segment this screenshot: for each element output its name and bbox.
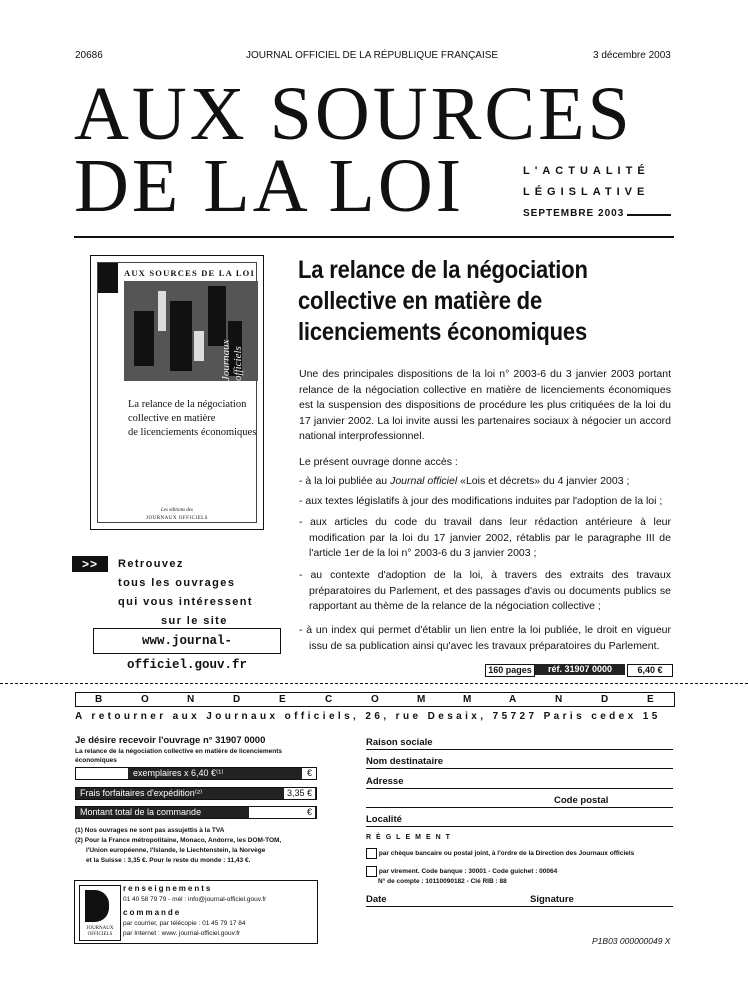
reference: réf. 31907 0000 (535, 664, 625, 675)
contact-box (74, 880, 318, 944)
article-intro: Une des principales dispositions de la loi n° 2003-6 du 3 janvier 2003 portant relance de la négociation collective en matière de licenciements économiques est la suspension des dispositions de procédure les plus critiquées de la loi du 17 janvier 2002. La loi invite aussi les partenaires sociaux à négocier un accord national interprofessionnel. (299, 368, 671, 443)
issue-date: 3 décembre 2003 (593, 50, 671, 61)
order-title-letter: D (233, 694, 241, 705)
transfer-checkbox[interactable] (366, 866, 377, 877)
company-name-field[interactable]: Raison sociale (366, 737, 673, 750)
date-signature-field[interactable]: Date Signature (366, 894, 673, 907)
bullet-1: - à la loi publiée au Journal officiel «Lois et décrets» du 4 janvier 2003 ; (299, 475, 630, 487)
masthead-tag-3: SEPTEMBRE 2003 (523, 208, 625, 219)
cover-publisher-1: Les éditions des (161, 508, 193, 513)
bullet-4: - au contexte d'adoption de la loi, à travers des extraits des travaux préparatoires du Parlement, et des passages d'avis ou documents publics se rapportant au thème de la relance de la négociation collective ; (299, 569, 671, 613)
bullet-2: - aux textes législatifs à jour des modifications induites par l'adoption de la loi ; (299, 495, 663, 507)
payment-heading: RÈGLEMENT (366, 834, 455, 841)
order-title-letter: M (417, 694, 426, 705)
order-title-letter: O (371, 694, 379, 705)
order-title-letter: C (325, 694, 333, 705)
info-line-1: 01 40 58 79 79 - mél : info@journal-officiel.gouv.fr (123, 896, 267, 903)
total-field[interactable]: Montant total de la commande € (75, 806, 317, 819)
order-form-title (75, 692, 675, 707)
order-code: P1B03 000000049 X (592, 936, 671, 946)
promo-line-1: Retrouvez (118, 558, 184, 570)
journal-title: JOURNAL OFFICIEL DE LA RÉPUBLIQUE FRANÇAISE (246, 50, 499, 61)
tag-rule (627, 214, 671, 216)
masthead-tag-1: L'ACTUALITÉ (523, 165, 650, 177)
cut-line (0, 683, 748, 684)
note-1: (1) Nos ouvrages ne sont pas assujettis à la TVA (75, 827, 225, 834)
order-title-letter: A (509, 694, 517, 705)
cover-publisher-2: JOURNAUX OFFICIELS (146, 516, 208, 521)
order-title-letter: O (141, 694, 149, 705)
pay-cheque-option[interactable]: par chèque bancaire ou postal joint, à l'ordre de la Direction des Journaux officiels (366, 848, 634, 859)
copies-field[interactable]: exemplaires x 6,40 €⁽¹⁾ € (75, 767, 317, 780)
cheque-checkbox[interactable] (366, 848, 377, 859)
article-headline: La relance de la négociation collective en matière de licenciements économiques (298, 256, 588, 346)
website-link[interactable]: www.journal-officiel.gouv.fr (93, 628, 281, 654)
order-title-letter: D (601, 694, 609, 705)
bullet-3: - aux articles du code du travail dans leur rédaction antérieure à leur modification par la loi du 17 janvier 2002, rétablis par le paragraphe III de l'article 1er de la loi n° 2003-6 du 3 janvier 2003 ; (299, 516, 671, 560)
note-2b: l'Union européenne, l'Islande, le Liechtenstein, la Norvège (86, 847, 266, 854)
city-field[interactable]: Localité (366, 814, 673, 827)
access-lead: Le présent ouvrage donne accès : (299, 456, 458, 468)
note-2c: et la Suisse : 3,35 €. Pour le reste du monde : 11,43 €. (86, 857, 251, 864)
info-line-3: par Internet : www. journal-officiel.gouv.fr (123, 930, 241, 937)
double-arrow-icon: >> (72, 556, 108, 572)
jo-logo-icon (85, 890, 109, 922)
cover-vertical-title: Journaux officiels (220, 339, 244, 381)
order-title-letter: E (647, 694, 654, 705)
masthead-line-2: DE LA LOI (74, 144, 465, 228)
masthead-rule (74, 236, 674, 238)
order-title-letter: E (279, 694, 286, 705)
postal-code-field[interactable]: Code postal (366, 795, 673, 808)
page-count: 160 pages (485, 664, 535, 677)
price: 6,40 € (627, 664, 673, 677)
order-title-letter: B (95, 694, 103, 705)
page-number: 20686 (75, 50, 103, 61)
order-title-letter: N (555, 694, 563, 705)
cover-illustration (124, 281, 258, 381)
order-title-letter: N (187, 694, 195, 705)
promo-line-2: tous les ouvrages (118, 577, 236, 589)
jo-logo: JOURNAUX OFFICIELS (79, 885, 121, 941)
address-field[interactable]: Adresse (366, 776, 673, 789)
promo-line-3: qui vous intéressent (118, 596, 253, 608)
cover-subtitle: La relance de la négociation collective en matière de licenciements économiques (128, 399, 257, 438)
note-2a: (2) Pour la France métropolitaine, Monaco, Andorre, les DOM-TOM, (75, 837, 282, 844)
order-book-title: La relance de la négociation collective en matière de licenciements économiques (75, 748, 283, 764)
order-title-letter: M (463, 694, 472, 705)
info-heading-2: commande (123, 908, 182, 917)
bank-account: N° de compte : 10110090182 - Clé RIB : 88 (378, 878, 507, 885)
info-heading-1: renseignements (123, 884, 213, 893)
pay-transfer-option[interactable]: par virement. Code banque : 30001 - Code guichet : 00064 (366, 866, 557, 877)
jo-logo-icon (98, 263, 118, 293)
cover-series: AUX SOURCES DE LA LOI (124, 268, 256, 278)
order-wish: Je désire recevoir l'ouvrage n° 31907 0000 (75, 735, 266, 746)
recipient-name-field[interactable]: Nom destinataire (366, 756, 673, 769)
masthead-tag-2: LÉGISLATIVE (523, 186, 650, 198)
promo-line-4: sur le site (161, 615, 228, 627)
masthead-line-1: AUX SOURCES (74, 72, 633, 156)
bullet-5: - à un index qui permet d'établir un lien entre la loi publiée, le droit en vigueur issu de sa publication ainsi qu'avec les travaux préparatoires du Parlement. (299, 624, 671, 652)
shipping-field: Frais forfaitaires d'expédition⁽²⁾ 3,35 € (75, 787, 317, 800)
info-line-2: par courrier, par télécopie : 01 45 79 17 84 (123, 920, 246, 927)
book-cover (90, 255, 264, 530)
return-address: A retourner aux Journaux officiels, 26, rue Desaix, 75727 Paris cedex 15 (75, 711, 661, 722)
